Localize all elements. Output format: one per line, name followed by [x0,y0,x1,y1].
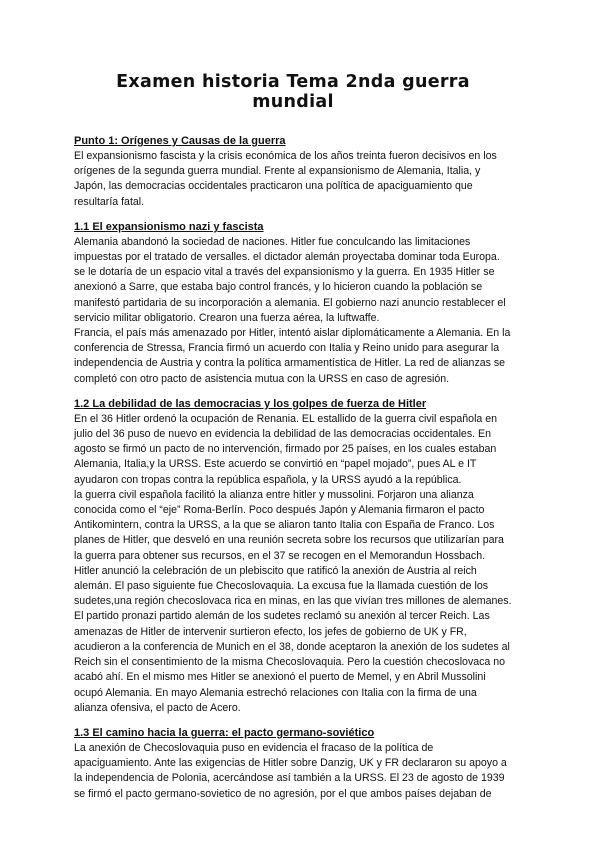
section-democracies [74,397,512,716]
section-paragraph: Francia, el país más amenazado por Hitler, intentó aislar diplomáticamente a Alemania. En la conferencia de Stressa, Francia firmó un acuerdo con Italia y Reino unido para asegurar la independencia de Austria y contra la política armamentística de Hitler. La red de alianzas se completó con otro pacto de asistencia mutua con la URSS en caso de agresión. [74,327,511,385]
section-paragraph: la guerra civil española facilitó la alianza entre hitler y mussolini. Forjaron una alianza conocida como el “eje” Roma-Berlín. Poco después Japón y Alemania firmaron el pacto Antikomintern, contra la URSS, a la que se aliaron tanto Italia con España de Franco. Los planes de Hitler, que desveló en una reunión secreta sobre los recursos que utilizarían para la guerra para obtener sus recursos, en el 37 se recogen en el Memorandun Hossbach. Hitler anunció la celebración de un plebiscito que ratificó la anexión de Austria al reich alemán. El paso siguiente fue Checoslovaquia. La excusa fue la llamada cuestión de los sudetes,una región checoslovaca rica en minas, en las que vivían tres millones de alemanes. El partido pronazi partido alemán de los sudetes reclamó su anexión al tercer Reich. Las amenazas de Hitler de intervenir surtieron efecto, los jefes de gobierno de UK y FR, acudieron a la conferencia de Munich en el 38, donde aceptaron la anexión de los sudetes al Reich sin el consentimiento de la misma Checoslovaquia. Pero la cuestión checoslovaca no acabó ahí. En el mismo mes Hitler se anexionó el puerto de Memel, y en Abril Mussolini ocupó Alemania. En mayo Alemania estrechó relaciones con Italia con la firma de una alianza ofensiva, el pacto de Acero. [74,488,512,714]
document-title: Examen historia Tema 2nda guerra mundial [116,72,470,112]
section-heading: 1.2 La debilidad de las democracias y los golpes de fuerza de Hitler [74,397,427,410]
section-pact [74,726,512,802]
section-expansionism [74,220,512,387]
section-paragraph: El expansionismo fascista y la crisis económica de los años treinta fueron decisivos en los orígenes de la segunda guerra mundial. Frente al expansionismo de Alemania, Italia, y Japón, las democracias occidentales practicaron una política de apaciguamiento que resultaría fatal. [74,150,497,208]
section-origins [74,134,512,210]
section-paragraph: La anexión de Checoslovaquia puso en evidencia el fracaso de la política de apaciguamiento. Ante las exigencias de Hitler sobre Danzig, UK y FR declararon su apoyo a la independencia de Polonia, acercándose así también a la URSS. El 23 de agosto de 1939 se firmó el pacto germano-sovietico de no agresión, por el que ambos países dejaban de [74,741,507,800]
section-heading: 1.3 El camino hacia la guerra: el pacto germano-soviético [74,726,375,739]
section-paragraph: Alemania abandonó la sociedad de naciones. Hitler fue conculcando las limitaciones impuestas por el tratado de versalles. el dictador alemán proyectaba dominar toda Europa. se le dotaría de un espacio vital a través del expansionismo y la guerra. En 1935 Hitler se anexionó a Sarre, que estaba bajo control francés, y lo hicieron cuando la población se manifestó partidaria de su incorporación a alemania. El gobierno nazi anuncio restablecer el servicio militar obligatorio. Crearon una fuerza aérea, la luftwaffe. [74,235,506,324]
section-heading: Punto 1: Orígenes y Causas de la guerra [74,135,286,147]
section-paragraph: En el 36 Hitler ordenó la ocupación de Renania. EL estallido de la guerra civil española en julio del 36 puso de nuevo en evidencia la debilidad de las democracias occidentales. En agosto se firmó un pacto de no intervención, firmado por 25 países, en los cuales estaban Alemania, Italia,y la URSS. Este acuerdo se convirtió en “papel mojado”, pues AL e IT ayudaron con tropas contra la república española, y la URSS ayudó a la república. [74,412,498,486]
section-heading: 1.1 El expansionismo nazi y fascista [74,220,264,233]
